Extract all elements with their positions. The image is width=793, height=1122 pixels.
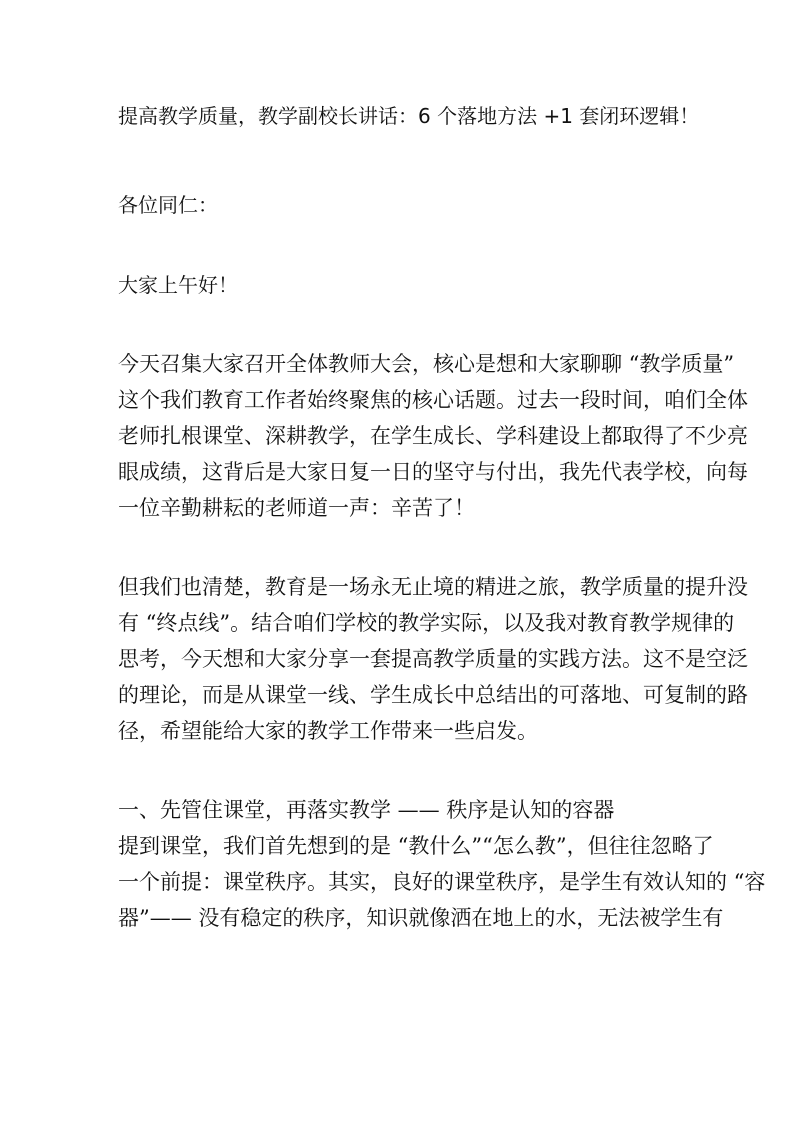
paragraph-line: 提到课堂，我们首先想到的是 “教什么”“怎么教”，但往往忽略了 bbox=[118, 834, 714, 858]
paragraph-line: 有 “终点线”。结合咱们学校的教学实际，以及我对教育教学规律的 bbox=[118, 611, 735, 635]
document-title: 提高教学质量，教学副校长讲话：6 个落地方法 +1 套闭环逻辑！ bbox=[118, 104, 700, 128]
paragraph-line: 径，希望能给大家的教学工作带来一些启发。 bbox=[118, 719, 538, 743]
paragraph-line: 这个我们教育工作者始终聚焦的核心话题。过去一段时间，咱们全体 bbox=[118, 388, 748, 412]
paragraph-line: 器”—— 没有稳定的秩序，知识就像洒在地上的水，无法被学生有 bbox=[118, 906, 724, 930]
paragraph-line: 一个前提：课堂秩序。其实，良好的课堂秩序，是学生有效认知的 “容 bbox=[118, 870, 766, 894]
paragraph-line: 思考，今天想和大家分享一套提高教学质量的实践方法。这不是空泛 bbox=[118, 647, 748, 671]
paragraph-line: 老师扎根课堂、深耕教学，在学生成长、学科建设上都取得了不少亮 bbox=[118, 424, 748, 448]
paragraph-line: 但我们也清楚，教育是一场永无止境的精进之旅，教学质量的提升没 bbox=[118, 575, 748, 599]
paragraph-line: 眼成绩，这背后是大家日复一日的坚守与付出，我先代表学校，向每 bbox=[118, 460, 748, 484]
salutation: 各位同仁： bbox=[118, 193, 218, 217]
section-heading: 一、先管住课堂，再落实教学 —— 秩序是认知的容器 bbox=[118, 798, 615, 822]
paragraph-line: 一位辛勤耕耘的老师道一声：辛苦了！ bbox=[118, 496, 475, 520]
paragraph-line: 今天召集大家召开全体教师大会，核心是想和大家聊聊 “教学质量” bbox=[118, 352, 735, 376]
paragraph-line: 的理论，而是从课堂一线、学生成长中总结出的可落地、可复制的路 bbox=[118, 683, 748, 707]
greeting: 大家上午好！ bbox=[118, 273, 238, 297]
